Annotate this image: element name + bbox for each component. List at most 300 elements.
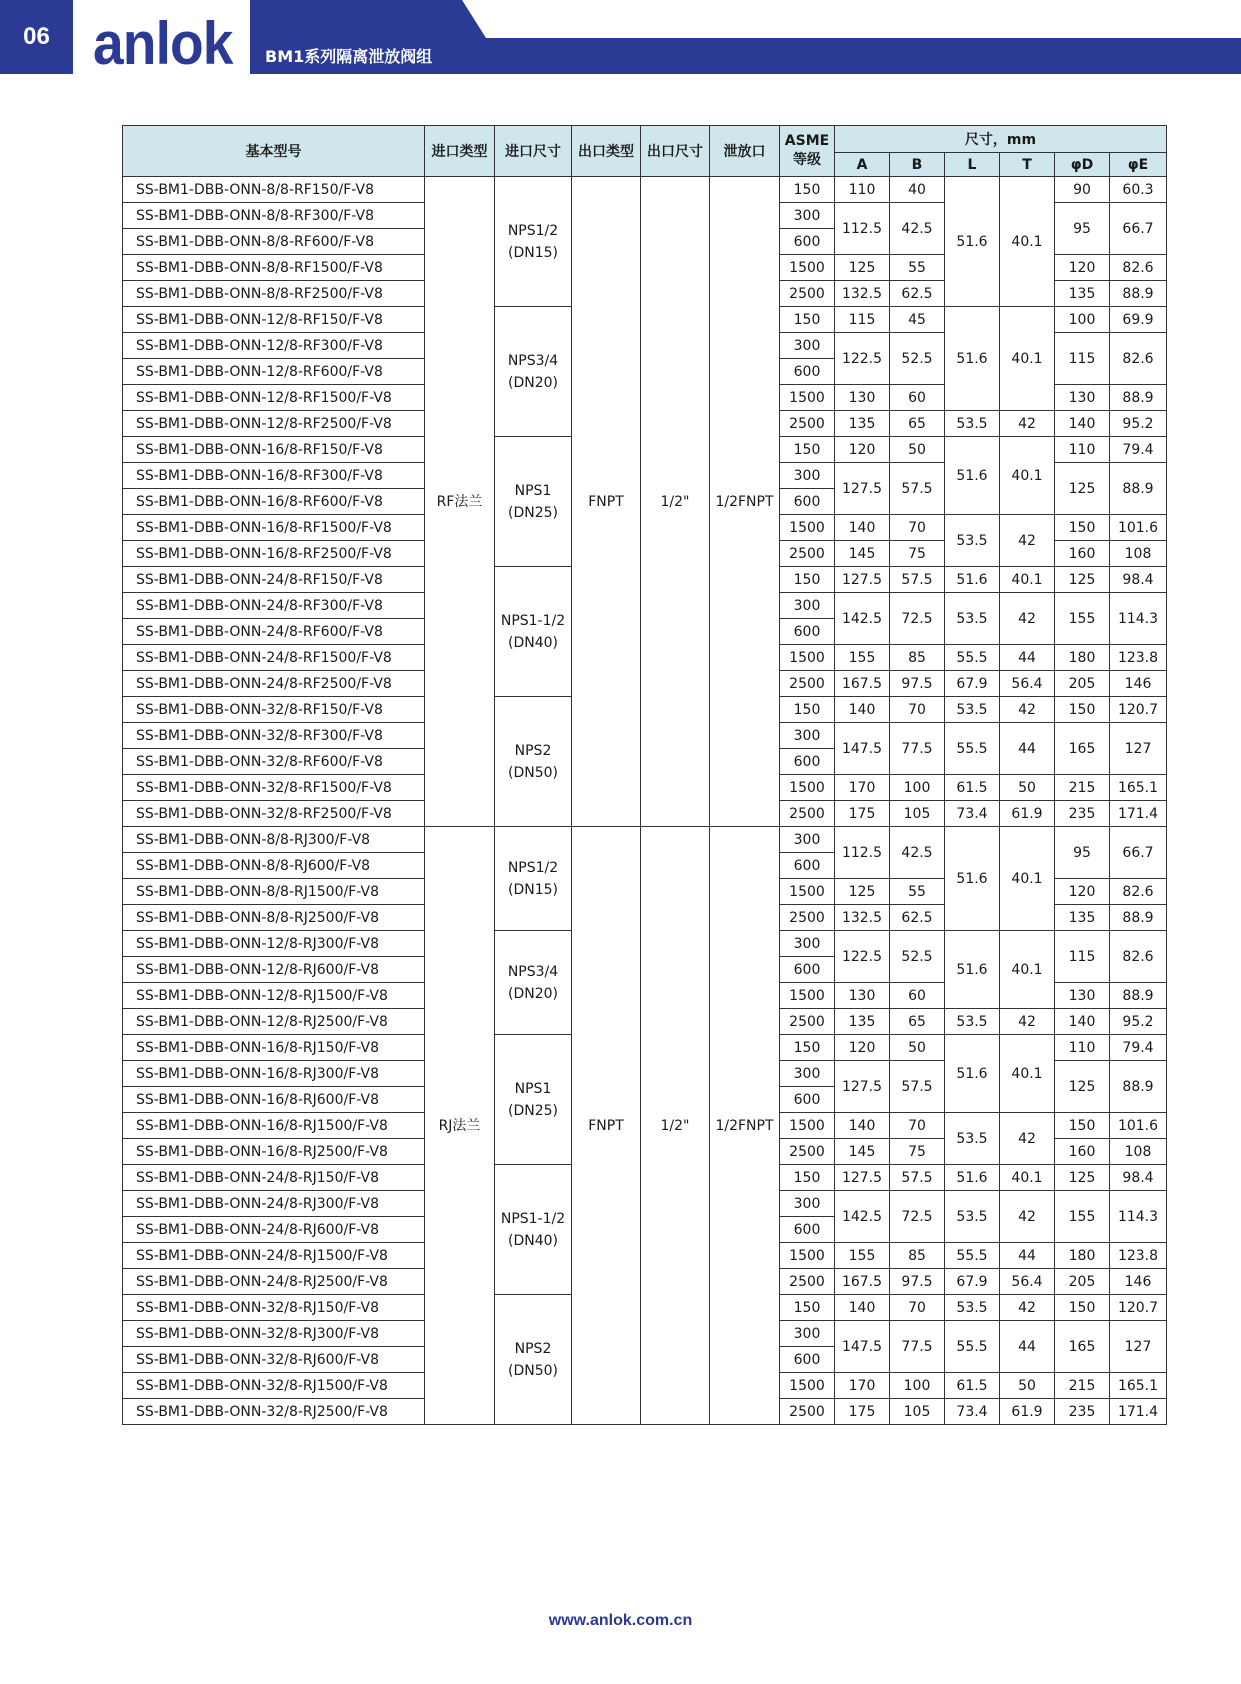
drain-cell: 1/2FNPT: [710, 827, 780, 1425]
dim-t-cell: 42: [1000, 515, 1055, 567]
inlet-size-line: NPS2: [514, 1340, 552, 1357]
model-cell: SS-BM1-DBB-ONN-16/8-RJ300/F-V8: [123, 1061, 425, 1087]
dim-e-cell: 79.4: [1110, 437, 1167, 463]
dim-t-cell: 40.1: [1000, 307, 1055, 411]
dim-l-cell: 67.9: [945, 671, 1000, 697]
dim-b-cell: 42.5: [890, 203, 945, 255]
outlet-type-cell: FNPT: [572, 827, 641, 1425]
asme-class-cell: 150: [780, 307, 835, 333]
dim-d-cell: 235: [1055, 801, 1110, 827]
inlet-size-line: (DN40): [508, 634, 558, 651]
dim-a-cell: 167.5: [835, 671, 890, 697]
dim-t-cell: 44: [1000, 645, 1055, 671]
dim-b-cell: 100: [890, 1373, 945, 1399]
dim-b-cell: 85: [890, 1243, 945, 1269]
dim-d-cell: 140: [1055, 1009, 1110, 1035]
dim-t-cell: 42: [1000, 1009, 1055, 1035]
dim-a-cell: 127.5: [835, 1061, 890, 1113]
dim-d-cell: 125: [1055, 463, 1110, 515]
dim-b-cell: 97.5: [890, 671, 945, 697]
inlet-size-line: NPS1: [514, 1080, 552, 1097]
dim-b-cell: 40: [890, 177, 945, 203]
dim-a-cell: 132.5: [835, 281, 890, 307]
asme-class-cell: 600: [780, 1217, 835, 1243]
asme-class-cell: 2500: [780, 905, 835, 931]
asme-class-cell: 1500: [780, 1373, 835, 1399]
dim-b-cell: 55: [890, 255, 945, 281]
dim-t-cell: 61.9: [1000, 801, 1055, 827]
dim-a-cell: 167.5: [835, 1269, 890, 1295]
dim-a-cell: 125: [835, 255, 890, 281]
asme-class-cell: 300: [780, 723, 835, 749]
asme-class-cell: 300: [780, 203, 835, 229]
model-cell: SS-BM1-DBB-ONN-16/8-RJ150/F-V8: [123, 1035, 425, 1061]
asme-class-cell: 600: [780, 1087, 835, 1113]
dim-d-cell: 95: [1055, 827, 1110, 879]
dim-e-cell: 120.7: [1110, 1295, 1167, 1321]
header-model: 基本型号: [123, 126, 425, 177]
dim-b-cell: 42.5: [890, 827, 945, 879]
dim-e-cell: 88.9: [1110, 1061, 1167, 1113]
inlet-size-line: (DN25): [508, 1102, 558, 1119]
inlet-type-cell: RJ法兰: [425, 827, 495, 1425]
model-cell: SS-BM1-DBB-ONN-32/8-RF600/F-V8: [123, 749, 425, 775]
dim-l-cell: 53.5: [945, 697, 1000, 723]
dim-l-cell: 51.6: [945, 827, 1000, 931]
inlet-size-line: NPS1-1/2: [500, 612, 566, 629]
model-cell: SS-BM1-DBB-ONN-8/8-RF150/F-V8: [123, 177, 425, 203]
dim-t-cell: 40.1: [1000, 1165, 1055, 1191]
dim-b-cell: 70: [890, 697, 945, 723]
dim-b-cell: 52.5: [890, 333, 945, 385]
dim-d-cell: 120: [1055, 879, 1110, 905]
model-cell: SS-BM1-DBB-ONN-16/8-RF1500/F-V8: [123, 515, 425, 541]
dim-e-cell: 88.9: [1110, 281, 1167, 307]
dim-d-cell: 155: [1055, 593, 1110, 645]
dim-d-cell: 180: [1055, 1243, 1110, 1269]
header-dim-b: B: [890, 153, 945, 177]
dim-a-cell: 175: [835, 801, 890, 827]
dim-e-cell: 108: [1110, 541, 1167, 567]
dim-a-cell: 140: [835, 1113, 890, 1139]
model-cell: SS-BM1-DBB-ONN-16/8-RF600/F-V8: [123, 489, 425, 515]
asme-class-cell: 1500: [780, 255, 835, 281]
asme-class-cell: 600: [780, 1347, 835, 1373]
dim-e-cell: 88.9: [1110, 905, 1167, 931]
inlet-size-line: NPS1/2: [507, 859, 559, 876]
dim-d-cell: 140: [1055, 411, 1110, 437]
dim-a-cell: 142.5: [835, 1191, 890, 1243]
dim-b-cell: 72.5: [890, 1191, 945, 1243]
dim-d-cell: 135: [1055, 281, 1110, 307]
model-cell: SS-BM1-DBB-ONN-24/8-RJ2500/F-V8: [123, 1269, 425, 1295]
dim-e-cell: 66.7: [1110, 203, 1167, 255]
dim-a-cell: 170: [835, 775, 890, 801]
dim-b-cell: 70: [890, 515, 945, 541]
dim-t-cell: 42: [1000, 697, 1055, 723]
model-cell: SS-BM1-DBB-ONN-8/8-RJ300/F-V8: [123, 827, 425, 853]
model-cell: SS-BM1-DBB-ONN-24/8-RJ600/F-V8: [123, 1217, 425, 1243]
asme-class-cell: 300: [780, 1321, 835, 1347]
dim-a-cell: 130: [835, 385, 890, 411]
dim-l-cell: 51.6: [945, 1035, 1000, 1113]
dim-e-cell: 171.4: [1110, 1399, 1167, 1425]
dim-d-cell: 110: [1055, 437, 1110, 463]
dim-b-cell: 57.5: [890, 1061, 945, 1113]
dim-d-cell: 215: [1055, 1373, 1110, 1399]
dim-t-cell: 50: [1000, 775, 1055, 801]
page-header: [0, 0, 1241, 77]
model-cell: SS-BM1-DBB-ONN-32/8-RF1500/F-V8: [123, 775, 425, 801]
dim-e-cell: 95.2: [1110, 411, 1167, 437]
dim-l-cell: 53.5: [945, 411, 1000, 437]
dim-d-cell: 135: [1055, 905, 1110, 931]
header-dim-d: φD: [1055, 153, 1110, 177]
model-cell: SS-BM1-DBB-ONN-12/8-RF300/F-V8: [123, 333, 425, 359]
dim-e-cell: 95.2: [1110, 1009, 1167, 1035]
dim-l-cell: 51.6: [945, 1165, 1000, 1191]
dim-e-cell: 165.1: [1110, 775, 1167, 801]
model-cell: SS-BM1-DBB-ONN-12/8-RF2500/F-V8: [123, 411, 425, 437]
dim-d-cell: 130: [1055, 385, 1110, 411]
dim-d-cell: 150: [1055, 1295, 1110, 1321]
dim-e-cell: 88.9: [1110, 983, 1167, 1009]
dim-e-cell: 120.7: [1110, 697, 1167, 723]
dim-d-cell: 165: [1055, 723, 1110, 775]
model-cell: SS-BM1-DBB-ONN-32/8-RF150/F-V8: [123, 697, 425, 723]
dim-b-cell: 85: [890, 645, 945, 671]
dim-e-cell: 82.6: [1110, 333, 1167, 385]
dim-t-cell: 42: [1000, 411, 1055, 437]
dim-b-cell: 97.5: [890, 1269, 945, 1295]
dim-d-cell: 125: [1055, 1165, 1110, 1191]
dim-a-cell: 175: [835, 1399, 890, 1425]
drain-cell: 1/2FNPT: [710, 177, 780, 827]
dim-b-cell: 62.5: [890, 281, 945, 307]
dim-e-cell: 171.4: [1110, 801, 1167, 827]
inlet-type-cell: RF法兰: [425, 177, 495, 827]
dim-a-cell: 147.5: [835, 1321, 890, 1373]
asme-class-cell: 1500: [780, 1113, 835, 1139]
dim-e-cell: 101.6: [1110, 1113, 1167, 1139]
asme-class-cell: 300: [780, 333, 835, 359]
model-cell: SS-BM1-DBB-ONN-16/8-RJ1500/F-V8: [123, 1113, 425, 1139]
dim-l-cell: 73.4: [945, 1399, 1000, 1425]
dim-e-cell: 82.6: [1110, 255, 1167, 281]
inlet-size-cell: [495, 827, 572, 931]
asme-class-cell: 2500: [780, 541, 835, 567]
model-cell: SS-BM1-DBB-ONN-32/8-RF300/F-V8: [123, 723, 425, 749]
dim-l-cell: 55.5: [945, 1321, 1000, 1373]
asme-class-cell: 300: [780, 1061, 835, 1087]
dim-d-cell: 215: [1055, 775, 1110, 801]
model-cell: SS-BM1-DBB-ONN-24/8-RF1500/F-V8: [123, 645, 425, 671]
asme-class-cell: 1500: [780, 775, 835, 801]
dim-a-cell: 127.5: [835, 463, 890, 515]
dim-b-cell: 60: [890, 385, 945, 411]
asme-class-cell: 1500: [780, 515, 835, 541]
dim-d-cell: 160: [1055, 1139, 1110, 1165]
model-cell: SS-BM1-DBB-ONN-24/8-RJ1500/F-V8: [123, 1243, 425, 1269]
dim-l-cell: 55.5: [945, 645, 1000, 671]
dim-d-cell: 115: [1055, 333, 1110, 385]
dim-a-cell: 120: [835, 437, 890, 463]
model-cell: SS-BM1-DBB-ONN-32/8-RJ600/F-V8: [123, 1347, 425, 1373]
brand-logo: anlok: [93, 10, 233, 77]
asme-class-cell: 2500: [780, 281, 835, 307]
inlet-size-line: NPS1-1/2: [500, 1210, 566, 1227]
inlet-size-cell: [495, 437, 572, 567]
dim-d-cell: 130: [1055, 983, 1110, 1009]
dim-t-cell: 40.1: [1000, 827, 1055, 931]
dim-b-cell: 65: [890, 411, 945, 437]
dim-b-cell: 60: [890, 983, 945, 1009]
inlet-size-line: (DN40): [508, 1232, 558, 1249]
model-cell: SS-BM1-DBB-ONN-12/8-RJ1500/F-V8: [123, 983, 425, 1009]
inlet-size-line: (DN25): [508, 504, 558, 521]
dim-t-cell: 61.9: [1000, 1399, 1055, 1425]
model-cell: SS-BM1-DBB-ONN-12/8-RJ2500/F-V8: [123, 1009, 425, 1035]
asme-class-cell: 2500: [780, 1009, 835, 1035]
asme-class-cell: 150: [780, 437, 835, 463]
dim-e-cell: 114.3: [1110, 1191, 1167, 1243]
model-cell: SS-BM1-DBB-ONN-8/8-RJ1500/F-V8: [123, 879, 425, 905]
header-outlet-type: 出口类型: [572, 126, 641, 177]
dim-b-cell: 75: [890, 1139, 945, 1165]
asme-class-cell: 2500: [780, 1399, 835, 1425]
model-cell: SS-BM1-DBB-ONN-8/8-RJ600/F-V8: [123, 853, 425, 879]
dim-e-cell: 98.4: [1110, 1165, 1167, 1191]
dim-a-cell: 145: [835, 1139, 890, 1165]
dim-l-cell: 51.6: [945, 177, 1000, 307]
dim-e-cell: 60.3: [1110, 177, 1167, 203]
dim-t-cell: 44: [1000, 723, 1055, 775]
page-number: 06: [0, 0, 73, 74]
asme-class-cell: 600: [780, 957, 835, 983]
dim-e-cell: 88.9: [1110, 385, 1167, 411]
dim-a-cell: 122.5: [835, 333, 890, 385]
asme-class-cell: 1500: [780, 645, 835, 671]
dim-l-cell: 51.6: [945, 307, 1000, 411]
dim-l-cell: 61.5: [945, 775, 1000, 801]
dim-b-cell: 45: [890, 307, 945, 333]
dim-l-cell: 55.5: [945, 723, 1000, 775]
dim-e-cell: 123.8: [1110, 645, 1167, 671]
dim-a-cell: 112.5: [835, 203, 890, 255]
dim-e-cell: 82.6: [1110, 931, 1167, 983]
asme-class-cell: 300: [780, 931, 835, 957]
dim-b-cell: 105: [890, 801, 945, 827]
dim-b-cell: 57.5: [890, 1165, 945, 1191]
header-inlet-size: 进口尺寸: [495, 126, 572, 177]
dim-d-cell: 90: [1055, 177, 1110, 203]
inlet-size-line: (DN50): [508, 1362, 558, 1379]
model-cell: SS-BM1-DBB-ONN-8/8-RF2500/F-V8: [123, 281, 425, 307]
model-cell: SS-BM1-DBB-ONN-8/8-RF600/F-V8: [123, 229, 425, 255]
dim-d-cell: 180: [1055, 645, 1110, 671]
dim-d-cell: 120: [1055, 255, 1110, 281]
dim-a-cell: 155: [835, 645, 890, 671]
dim-a-cell: 130: [835, 983, 890, 1009]
dim-d-cell: 125: [1055, 1061, 1110, 1113]
dim-l-cell: 73.4: [945, 801, 1000, 827]
dim-b-cell: 50: [890, 1035, 945, 1061]
asme-class-cell: 600: [780, 619, 835, 645]
inlet-size-line: (DN20): [508, 374, 558, 391]
dim-d-cell: 205: [1055, 1269, 1110, 1295]
dim-t-cell: 56.4: [1000, 1269, 1055, 1295]
asme-class-cell: 300: [780, 827, 835, 853]
dim-a-cell: 135: [835, 1009, 890, 1035]
series-title: BM1系列隔离泄放阀组: [265, 47, 433, 66]
dim-l-cell: 51.6: [945, 931, 1000, 1009]
dim-l-cell: 53.5: [945, 1191, 1000, 1243]
model-cell: SS-BM1-DBB-ONN-8/8-RF1500/F-V8: [123, 255, 425, 281]
dim-d-cell: 155: [1055, 1191, 1110, 1243]
dim-l-cell: 53.5: [945, 515, 1000, 567]
inlet-size-cell: [495, 931, 572, 1035]
asme-class-cell: 300: [780, 593, 835, 619]
dim-d-cell: 150: [1055, 515, 1110, 541]
dim-a-cell: 132.5: [835, 905, 890, 931]
dim-a-cell: 112.5: [835, 827, 890, 879]
dim-b-cell: 65: [890, 1009, 945, 1035]
dim-d-cell: 100: [1055, 307, 1110, 333]
dim-e-cell: 101.6: [1110, 515, 1167, 541]
outlet-size-cell: 1/2": [641, 177, 710, 827]
dim-e-cell: 127: [1110, 723, 1167, 775]
dim-b-cell: 75: [890, 541, 945, 567]
dim-l-cell: 53.5: [945, 593, 1000, 645]
asme-class-cell: 600: [780, 359, 835, 385]
dim-d-cell: 110: [1055, 1035, 1110, 1061]
dim-l-cell: 51.6: [945, 437, 1000, 515]
dim-b-cell: 77.5: [890, 1321, 945, 1373]
header-drain: 泄放口: [710, 126, 780, 177]
dim-d-cell: 165: [1055, 1321, 1110, 1373]
model-cell: SS-BM1-DBB-ONN-32/8-RJ2500/F-V8: [123, 1399, 425, 1425]
model-cell: SS-BM1-DBB-ONN-12/8-RJ300/F-V8: [123, 931, 425, 957]
header-outlet-size: 出口尺寸: [641, 126, 710, 177]
dim-e-cell: 79.4: [1110, 1035, 1167, 1061]
inlet-size-line: NPS3/4: [507, 963, 559, 980]
dim-d-cell: 115: [1055, 931, 1110, 983]
dim-l-cell: 53.5: [945, 1113, 1000, 1165]
model-cell: SS-BM1-DBB-ONN-24/8-RF600/F-V8: [123, 619, 425, 645]
model-cell: SS-BM1-DBB-ONN-8/8-RF300/F-V8: [123, 203, 425, 229]
dim-e-cell: 146: [1110, 1269, 1167, 1295]
dim-e-cell: 108: [1110, 1139, 1167, 1165]
header-dimensions: 尺寸，mm: [835, 126, 1167, 153]
model-cell: SS-BM1-DBB-ONN-16/8-RJ600/F-V8: [123, 1087, 425, 1113]
dim-t-cell: 40.1: [1000, 1035, 1055, 1113]
dim-a-cell: 140: [835, 697, 890, 723]
asme-class-cell: 150: [780, 1295, 835, 1321]
dim-b-cell: 52.5: [890, 931, 945, 983]
header-dim-a: A: [835, 153, 890, 177]
dim-l-cell: 67.9: [945, 1269, 1000, 1295]
model-cell: SS-BM1-DBB-ONN-24/8-RF2500/F-V8: [123, 671, 425, 697]
dim-e-cell: 123.8: [1110, 1243, 1167, 1269]
dim-b-cell: 72.5: [890, 593, 945, 645]
inlet-size-cell: [495, 1035, 572, 1165]
model-cell: SS-BM1-DBB-ONN-24/8-RJ300/F-V8: [123, 1191, 425, 1217]
model-cell: SS-BM1-DBB-ONN-24/8-RF300/F-V8: [123, 593, 425, 619]
dim-a-cell: 127.5: [835, 567, 890, 593]
asme-class-cell: 1500: [780, 385, 835, 411]
dim-t-cell: 56.4: [1000, 671, 1055, 697]
dim-l-cell: 53.5: [945, 1009, 1000, 1035]
header-dim-e: φE: [1110, 153, 1167, 177]
inlet-size-line: (DN15): [508, 244, 558, 261]
dim-t-cell: 50: [1000, 1373, 1055, 1399]
dim-e-cell: 146: [1110, 671, 1167, 697]
inlet-size-line: NPS3/4: [507, 352, 559, 369]
model-cell: SS-BM1-DBB-ONN-12/8-RF1500/F-V8: [123, 385, 425, 411]
dim-a-cell: 120: [835, 1035, 890, 1061]
model-cell: SS-BM1-DBB-ONN-16/8-RF300/F-V8: [123, 463, 425, 489]
model-cell: SS-BM1-DBB-ONN-8/8-RJ2500/F-V8: [123, 905, 425, 931]
table-row: [123, 177, 1167, 203]
asme-class-cell: 150: [780, 697, 835, 723]
dim-a-cell: 110: [835, 177, 890, 203]
asme-class-cell: 150: [780, 567, 835, 593]
asme-class-cell: 600: [780, 229, 835, 255]
dim-a-cell: 115: [835, 307, 890, 333]
dim-e-cell: 114.3: [1110, 593, 1167, 645]
dim-t-cell: 44: [1000, 1321, 1055, 1373]
asme-class-cell: 150: [780, 177, 835, 203]
table-row: [123, 827, 1167, 853]
dim-a-cell: 140: [835, 1295, 890, 1321]
model-cell: SS-BM1-DBB-ONN-16/8-RJ2500/F-V8: [123, 1139, 425, 1165]
dim-t-cell: 44: [1000, 1243, 1055, 1269]
asme-class-cell: 600: [780, 489, 835, 515]
dim-b-cell: 100: [890, 775, 945, 801]
asme-class-cell: 150: [780, 1165, 835, 1191]
model-cell: SS-BM1-DBB-ONN-16/8-RF150/F-V8: [123, 437, 425, 463]
inlet-size-cell: [495, 1165, 572, 1295]
dim-a-cell: 155: [835, 1243, 890, 1269]
dim-a-cell: 140: [835, 515, 890, 541]
dim-l-cell: 55.5: [945, 1243, 1000, 1269]
dim-e-cell: 88.9: [1110, 463, 1167, 515]
header-asme-line2: 等级: [793, 152, 821, 168]
dim-l-cell: 53.5: [945, 1295, 1000, 1321]
spec-table-body: [123, 177, 1167, 1425]
model-cell: SS-BM1-DBB-ONN-12/8-RF600/F-V8: [123, 359, 425, 385]
dim-a-cell: 170: [835, 1373, 890, 1399]
model-cell: SS-BM1-DBB-ONN-32/8-RJ1500/F-V8: [123, 1373, 425, 1399]
dim-e-cell: 127: [1110, 1321, 1167, 1373]
dim-e-cell: 82.6: [1110, 879, 1167, 905]
asme-class-cell: 2500: [780, 1139, 835, 1165]
dim-t-cell: 42: [1000, 1191, 1055, 1243]
dim-l-cell: 61.5: [945, 1373, 1000, 1399]
outlet-size-cell: 1/2": [641, 827, 710, 1425]
dim-b-cell: 105: [890, 1399, 945, 1425]
dim-a-cell: 127.5: [835, 1165, 890, 1191]
asme-class-cell: 600: [780, 749, 835, 775]
dim-d-cell: 160: [1055, 541, 1110, 567]
dim-d-cell: 205: [1055, 671, 1110, 697]
dim-t-cell: 42: [1000, 1295, 1055, 1321]
dim-b-cell: 62.5: [890, 905, 945, 931]
dim-d-cell: 150: [1055, 1113, 1110, 1139]
inlet-size-line: NPS2: [514, 742, 552, 759]
asme-class-cell: 2500: [780, 1269, 835, 1295]
inlet-size-cell: [495, 697, 572, 827]
